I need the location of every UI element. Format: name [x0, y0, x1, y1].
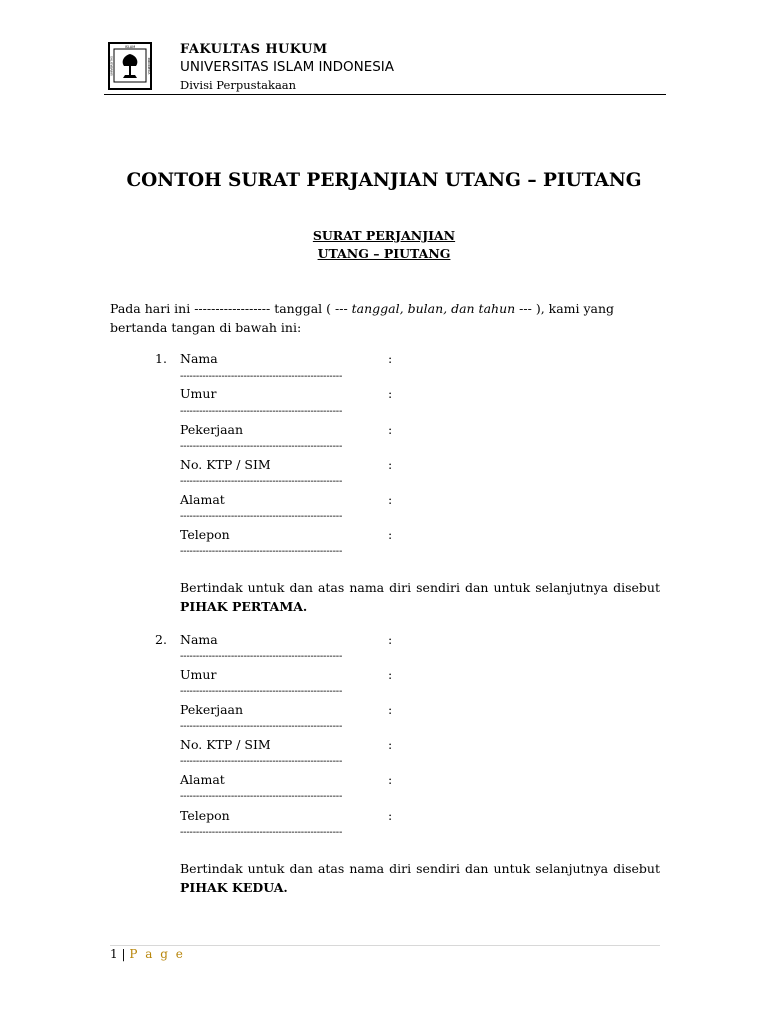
field-colon: :	[388, 351, 393, 366]
logo-top-text: ISLAM	[124, 45, 136, 49]
party-1-number: 1.	[155, 351, 167, 366]
fill-in-line: ---------------------------------------------------	[180, 791, 343, 802]
fill-in-line: ---------------------------------------------------	[180, 686, 343, 697]
party-1-field-label: Alamat	[180, 492, 225, 507]
university-emblem-icon	[108, 42, 152, 90]
intro-start: Pada hari ini ------------------ tanggal ( ---	[110, 301, 352, 316]
field-colon: :	[388, 422, 393, 437]
intro-end: --- ), kami yang bertanda tangan di bawah ini:	[110, 301, 615, 335]
party-2-field-label: Umur	[180, 667, 217, 682]
fill-in-line: ---------------------------------------------------	[180, 371, 343, 382]
field-colon: :	[388, 492, 393, 507]
footer-divider	[110, 945, 660, 946]
field-colon: :	[388, 386, 393, 401]
party-2-designation: PIHAK KEDUA.	[180, 880, 288, 895]
fill-in-line: ---------------------------------------------------	[180, 651, 343, 662]
field-colon: :	[388, 772, 393, 787]
party-2-field-label: Pekerjaan	[180, 702, 244, 717]
party-1-statement	[180, 578, 660, 616]
field-colon: :	[388, 527, 393, 542]
university-name: UNIVERSITAS ISLAM INDONESIA	[180, 59, 395, 75]
logo-left-text: UNIVERSITAS	[109, 56, 114, 76]
party-1-field-label: No. KTP / SIM	[180, 457, 271, 472]
intro-italic: tanggal, bulan, dan tahun	[351, 301, 516, 316]
fill-in-line: ---------------------------------------------------	[180, 827, 343, 838]
party-1-designation: PIHAK PERTAMA.	[180, 599, 308, 614]
subtitle-line-2: UTANG – PIUTANG	[317, 246, 451, 261]
party-1-statement-text: Bertindak untuk dan atas nama diri sendiri dan untuk selanjutnya disebut	[180, 580, 660, 595]
intro-paragraph	[110, 299, 660, 337]
party-2-number: 2.	[155, 632, 167, 647]
division-name: Divisi Perpustakaan	[180, 78, 297, 92]
page-footer	[110, 947, 185, 961]
fill-in-line: ---------------------------------------------------	[180, 721, 343, 732]
fill-in-line: ---------------------------------------------------	[180, 441, 343, 452]
party-2-field-label: Alamat	[180, 772, 225, 787]
logo-right-text: INDONESIA	[147, 57, 151, 75]
field-colon: :	[388, 457, 393, 472]
field-colon: :	[388, 737, 393, 752]
field-colon: :	[388, 667, 393, 682]
fill-in-line: ---------------------------------------------------	[180, 511, 343, 522]
fill-in-line: ---------------------------------------------------	[180, 546, 343, 557]
fill-in-line: ---------------------------------------------------	[180, 476, 343, 487]
party-1-field-label: Nama	[180, 351, 218, 366]
party-1-field-label: Umur	[180, 386, 217, 401]
party-2-field-label: No. KTP / SIM	[180, 737, 271, 752]
party-1-field-label: Telepon	[180, 527, 230, 542]
field-colon: :	[388, 632, 393, 647]
party-1-field-label: Pekerjaan	[180, 422, 244, 437]
party-2-field-label: Telepon	[180, 808, 230, 823]
party-2-statement-text: Bertindak untuk dan atas nama diri sendiri dan untuk selanjutnya disebut	[180, 861, 660, 876]
footer-separator: |	[121, 947, 126, 961]
party-2-statement	[180, 859, 660, 897]
page-label: P a g e	[129, 947, 185, 961]
fill-in-line: ---------------------------------------------------	[180, 756, 343, 767]
field-colon: :	[388, 808, 393, 823]
subtitle-line-1: SURAT PERJANJIAN	[312, 228, 456, 243]
header-divider	[104, 94, 666, 95]
field-colon: :	[388, 702, 393, 717]
page-title: CONTOH SURAT PERJANJIAN UTANG – PIUTANG	[126, 170, 642, 191]
fill-in-line: ---------------------------------------------------	[180, 406, 343, 417]
page-number: 1	[110, 947, 118, 961]
party-2-field-label: Nama	[180, 632, 218, 647]
faculty-name: FAKULTAS HUKUM	[180, 42, 328, 57]
